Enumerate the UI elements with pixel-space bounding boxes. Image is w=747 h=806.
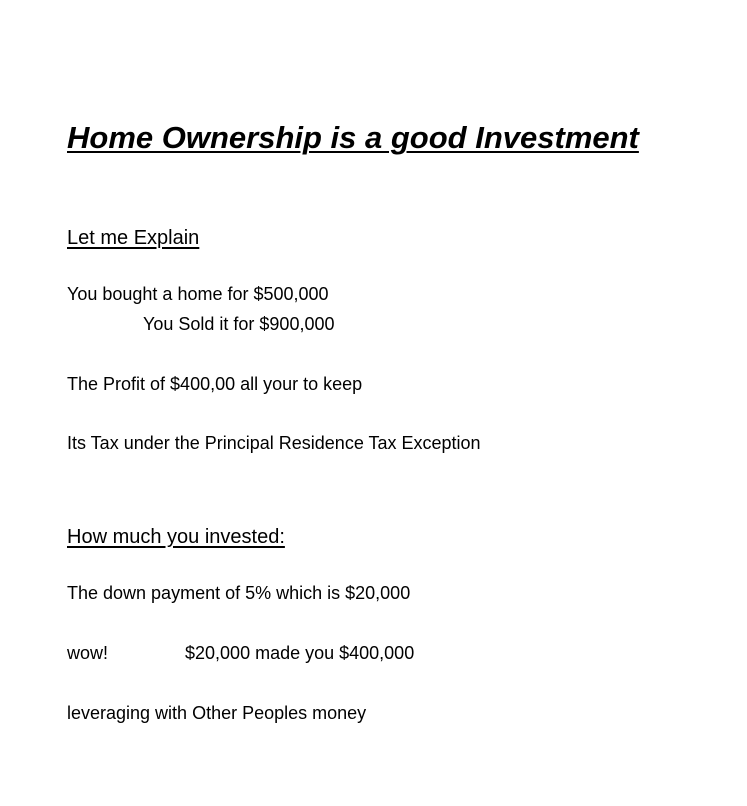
section-heading-explain: Let me Explain <box>67 227 200 249</box>
wow-line <box>67 642 414 664</box>
document-title: Home Ownership is a good Investment <box>67 120 639 155</box>
wow-prefix: wow! <box>67 643 109 663</box>
section-heading-invested: How much you invested: <box>67 526 285 548</box>
profit-line: The Profit of $400,00 all your to keep <box>67 374 363 394</box>
bought-home-line: You bought a home for $500,000 <box>67 284 329 304</box>
leveraging-line: leveraging with Other Peoples money <box>67 703 367 723</box>
wow-rest: $20,000 made you $400,000 <box>185 643 415 663</box>
down-payment-line: The down payment of 5% which is $20,000 <box>67 583 411 603</box>
tax-exception-line: Its Tax under the Principal Residence Tax Exception <box>67 433 481 453</box>
sold-home-line: You Sold it for $900,000 <box>143 314 335 334</box>
